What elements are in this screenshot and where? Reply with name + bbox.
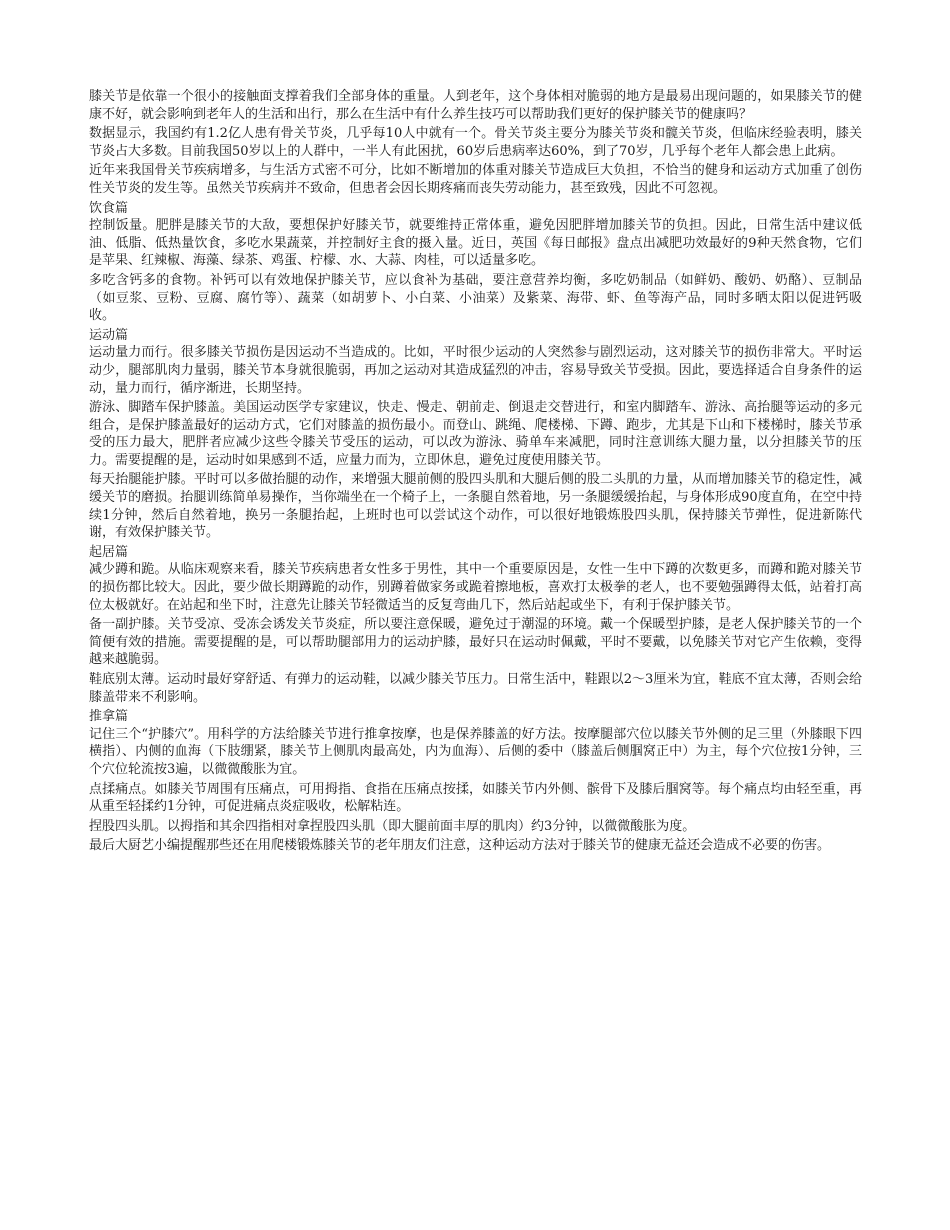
massage-paragraph-acupoints: 记住三个“护膝穴”。用科学的方法给膝关节进行推拿按摩，也是保养膝盖的好方法。按摩腿部穴位以膝关节外侧的足三里（外膝眼下四横指）、内侧的血海（下肢绷紧，膝关节上侧肌肉最高处，内为血海）、后侧的委中（膝盖后侧腘窝正中）为主，每个穴位按1分钟，三个穴位轮流按3遍，以微微酸胀为宜。 [89, 726, 862, 777]
statistics-paragraph: 数据显示，我国约有1.2亿人患有骨关节炎，几乎每10人中就有一个。骨关节炎主要分为膝关节炎和髋关节炎，但临床经验表明，膝关节炎占大多数。目前我国50岁以上的人群中，一半人有此困扰，60岁后患病率达60%，到了70岁，几乎每个老年人都会患上此病。 [89, 126, 862, 159]
exercise-paragraph-swimming: 游泳、脚踏车保护膝盖。美国运动医学专家建议，快走、慢走、朝前走、倒退走交替进行，和室内脚踏车、游泳、高抬腿等运动的多元组合，是保护膝盖最好的运动方式，它们对膝盖的损伤最小。而登山、跳绳、爬楼梯、下蹲、跑步，尤其是下山和下楼梯时，膝关节承受的压力最大，肥胖者应减少这些令膝关节受压的运动，可以改为游泳、骑单车来减肥，同时注意训练大腿力量，以分担膝关节的压力。需要提醒的是，运动时如果感到不适，应量力而为，立即休息，避免过度使用膝关节。 [89, 400, 862, 468]
causes-paragraph: 近年来我国骨关节疾病增多，与生活方式密不可分，比如不断增加的体重对膝关节造成巨大负担，不恰当的健身和运动方式加重了创伤性关节炎的发生等。虽然关节疾病并不致命，但患者会因长期疼痛而丧失劳动能力，甚至致残，因此不可忽视。 [89, 163, 862, 196]
daily-paragraph-shoes: 鞋底别太薄。运动时最好穿舒适、有弹力的运动鞋，以减少膝关节压力。日常生活中，鞋跟以2～3厘米为宜，鞋底不宜太薄，否则会给膝盖带来不利影响。 [89, 672, 862, 705]
exercise-paragraph-leg-raise: 每天抬腿能护膝。平时可以多做抬腿的动作，来增强大腿前侧的股四头肌和大腿后侧的股二头肌的力量，从而增加膝关节的稳定性，减缓关节的磨损。抬腿训练简单易操作，当你端坐在一个椅子上，一条腿自然着地，另一条腿缓缓抬起，与身体形成90度直角，在空中持续1分钟，然后自然着地，换另一条腿抬起，上班时也可以尝试这个动作，可以很好地锻炼股四头肌，保持膝关节弹性，促进新陈代谢，有效保护膝关节。 [89, 472, 862, 541]
exercise-paragraph-moderation: 运动量力而行。很多膝关节损伤是因运动不当造成的。比如，平时很少运动的人突然参与剧烈运动，这对膝关节的损伤非常大。平时运动少，腿部肌肉力量弱，膝关节本身就很脆弱，再加之运动对其造成猛烈的冲击，容易导致关节受损。因此，要选择适合自身条件的运动，量力而行，循序渐进，长期坚持。 [89, 345, 862, 396]
section-heading-daily-life: 起居篇 [89, 544, 129, 560]
massage-paragraph-quadriceps: 捏股四头肌。以拇指和其余四指相对拿捏股四头肌（即大腿前面丰厚的肌肉）约3分钟，以微微酸胀为度。 [89, 818, 696, 834]
daily-paragraph-knee-pad: 备一副护膝。关节受凉、受冻会诱发关节炎症，所以要注意保暖，避免过于潮湿的环境。戴一个保暖型护膝，是老人保护膝关节的一个简便有效的措施。需要提醒的是，可以帮助腿部用力的运动护膝，最好只在运动时佩戴，平时不要戴，以免膝关节对它产生依赖，变得越来越脆弱。 [89, 617, 862, 668]
section-heading-exercise: 运动篇 [89, 327, 129, 343]
diet-paragraph-control-intake: 控制饭量。肥胖是膝关节的大敌，要想保护好膝关节，就要维持正常体重，避免因肥胖增加膝关节的负担。因此，日常生活中建议低油、低脂、低热量饮食，多吃水果蔬菜，并控制好主食的摄入量。近日，英国《每日邮报》盘点出减肥功效最好的9种天然食物，它们是苹果、红辣椒、海藻、绿茶、鸡蛋、柠檬、水、大蒜、肉桂，可以适量多吃。 [89, 218, 862, 269]
closing-paragraph: 最后大厨艺小编提醒那些还在用爬楼锻炼膝关节的老年朋友们注意，这种运动方法对于膝关节的健康无益还会造成不必要的伤害。 [89, 838, 831, 854]
intro-paragraph: 膝关节是依靠一个很小的接触面支撑着我们全部身体的重量。人到老年，这个身体相对脆弱的地方是最易出现问题的，如果膝关节的健康不好，就会影响到老年人的生活和出行，那么在生活中有什么养生技巧可以帮助我们更好的保护膝关节的健康吗？ [89, 89, 862, 122]
section-heading-massage: 推拿篇 [89, 709, 129, 725]
daily-paragraph-squatting: 减少蹲和跪。从临床观察来看，膝关节疾病患者女性多于男性，其中一个重要原因是，女性一生中下蹲的次数更多，而蹲和跪对膝关节的损伤都比较大。因此，要少做长期蹲跪的动作，别蹲着做家务或跪着擦地板，喜欢打太极拳的老人，也不要勉强蹲得太低，站着打高位太极就好。在站起和坐下时，注意先让膝关节轻微适当的反复弯曲几下，然后站起或坐下，有利于保护膝关节。 [89, 562, 862, 613]
diet-paragraph-calcium: 多吃含钙多的食物。补钙可以有效地保护膝关节，应以食补为基础，要注意营养均衡，多吃奶制品（如鲜奶、酸奶、奶酪）、豆制品（如豆浆、豆粉、豆腐、腐竹等）、蔬菜（如胡萝卜、小白菜、小油菜）及紫菜、海带、虾、鱼等海产品，同时多晒太阳以促进钙吸收。 [89, 272, 862, 324]
section-heading-diet: 饮食篇 [89, 200, 129, 216]
massage-paragraph-pain-points: 点揉痛点。如膝关节周围有压痛点，可用拇指、食指在压痛点按揉，如膝关节内外侧、髌骨下及膝后腘窝等。每个痛点均由轻至重，再从重至轻揉约1分钟，可促进痛点炎症吸收，松解粘连。 [89, 781, 862, 815]
